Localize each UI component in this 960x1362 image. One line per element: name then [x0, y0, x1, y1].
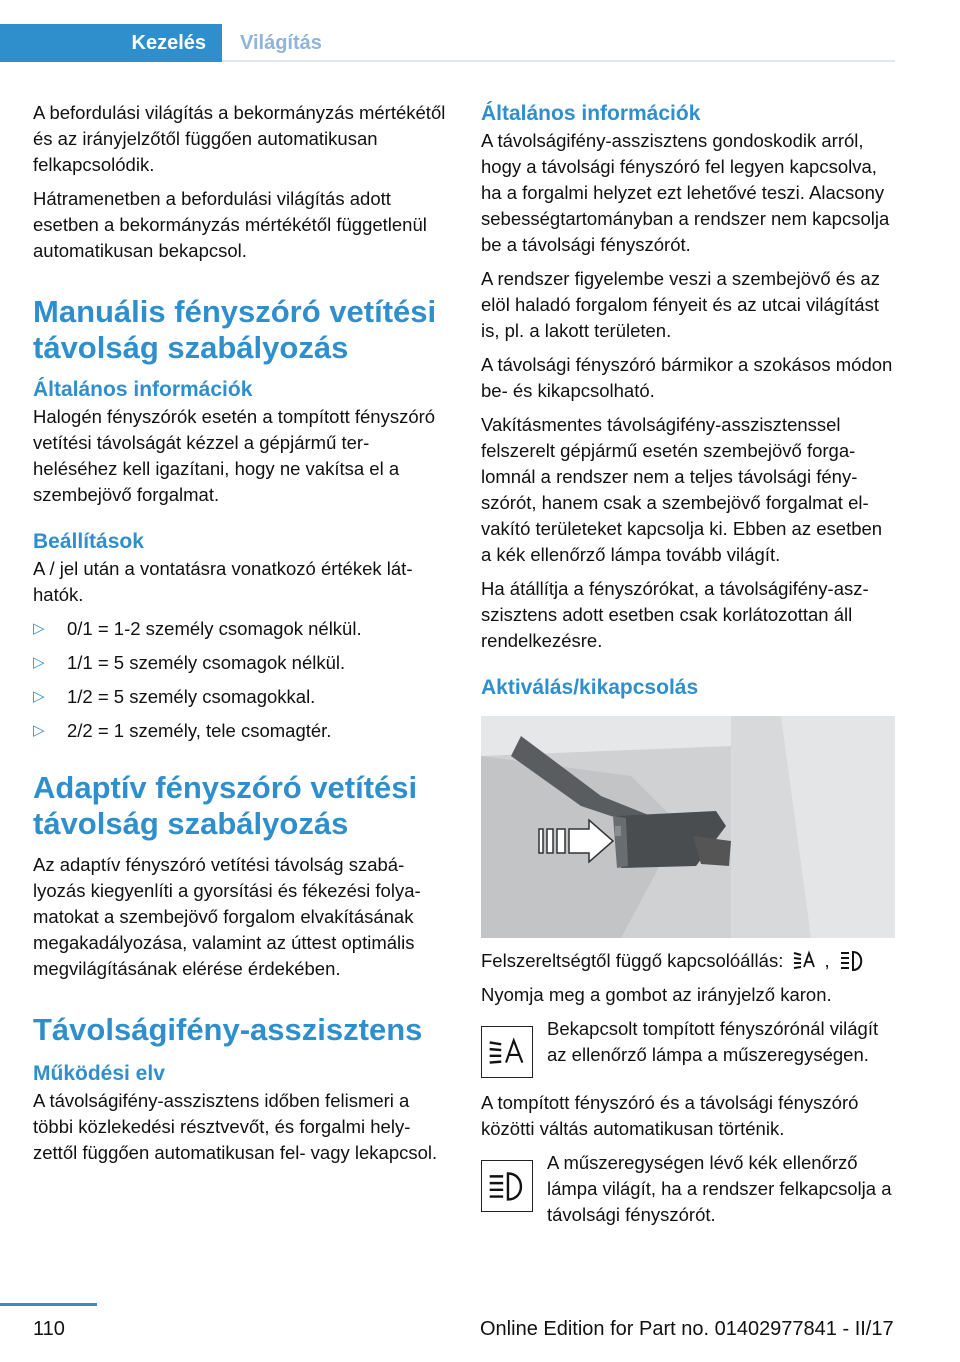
- paragraph: Felszereltségtől függő kapcsolóállás: ,: [481, 948, 897, 974]
- triangle-bullet-icon: ▷: [33, 654, 45, 671]
- footer-rule: [0, 1303, 97, 1306]
- list-item: ▷ 0/1 = 1-2 személy csomagok nélkül.: [33, 616, 447, 642]
- page-number: 110: [33, 1318, 65, 1340]
- turn-signal-lever-photo: [481, 716, 895, 938]
- paragraph: A rendszer figyelembe veszi a szembejövő és az elöl haladó forgalom fényeit és az utcai világítást is, pl. a lakott területen.: [481, 268, 880, 341]
- edition-footer: Online Edition for Part no. 01402977841 - II/17: [480, 1318, 894, 1340]
- heading-general-info: Általános információk: [481, 102, 701, 125]
- indicator-row-high-beam: A műszeregységen lévő kék ellenőrző lámpa világít, ha a rendszer felkapcsolja a távolsági fényszórót.: [481, 1150, 897, 1228]
- paragraph: Nyomja meg a gombot az irányjelző karon.: [481, 984, 832, 1005]
- heading-settings: Beállítások: [33, 530, 144, 553]
- triangle-bullet-icon: ▷: [33, 620, 45, 637]
- right-column: [481, 100, 897, 1236]
- list-item: ▷ 1/1 = 5 személy csomagok nélkül.: [33, 650, 447, 676]
- tab-vilagitas: Világítás: [240, 32, 322, 54]
- paragraph: A / jel után a vontatásra vonatkozó értékek láthatók.: [33, 558, 413, 605]
- paragraph: Ha átállítja a fényszórókat, a távolságifény-aszszisztens adott esetben csak korlátozottan áll rendelkezésre.: [481, 578, 869, 651]
- high-beam-icon: [839, 949, 867, 973]
- heading-general-info: Általános információk: [33, 378, 253, 401]
- triangle-bullet-icon: ▷: [33, 722, 45, 739]
- page-header: [0, 24, 895, 62]
- settings-list: [33, 616, 447, 744]
- paragraph: A távolságifény-asszisztens időben felismeri a többi közlekedési résztvevőt, és forgalmi helyzettől függően automatikusan fel- vagy lekapcsol.: [33, 1090, 438, 1163]
- heading-adaptive-range: Adaptív fényszóró vetítési távolság szabályozás: [33, 770, 418, 841]
- indicator-row-assistant: Bekapcsolt tompított fényszórónál világít az ellenőrző lámpa a műszeregységen.: [481, 1016, 897, 1082]
- paragraph: A távolsági fényszóró bármikor a szokásos módon be- és kikapcsolható.: [481, 354, 893, 401]
- heading-activation: Aktiválás/kikapcsolás: [481, 676, 699, 699]
- paragraph: Vakításmentes távolságifény-asszisztenssel felszerelt gépjármű esetén szembejövő forgalomnál a rendszer nem a teljes távolsági fényszórót, hanem csak a szembejövő forgalmat elvakító területeket kapcsolja ki. Ebben az esetben a kék ellenőrző lámpa tovább világít.: [481, 414, 883, 565]
- paragraph: Halogén fényszórók esetén a tompított fényszóró vetítési távolságát kézzel a gépjármű terheléséhez kell igazítani, hogy ne vakítsa el a szembejövő forgalmat.: [33, 406, 436, 505]
- paragraph: A tompított fényszóró és a távolsági fényszóró közötti váltás automatikusan történik.: [481, 1092, 859, 1139]
- paragraph: Az adaptív fényszóró vetítési távolság szabályozás kiegyenlíti a gyorsítási és fékezési folyamatokat a szembejövő forgalom elvakításának megakadályozása, valamint az úttest optimális megvilágításának elérése érdekében.: [33, 854, 421, 979]
- high-beam-assistant-icon: [792, 949, 820, 973]
- heading-high-beam-assistant: Távolságifény-asszisztens: [33, 1012, 423, 1047]
- list-item: ▷ 2/2 = 1 személy, tele csomagtér.: [33, 718, 447, 744]
- paragraph: A befordulási világítás a bekormányzás mértékétől és az irányjelzőtől függően automatikusan felkapcsolódik.: [33, 102, 446, 175]
- list-item: ▷ 1/2 = 5 személy csomagokkal.: [33, 684, 447, 710]
- high-beam-indicator-icon: [481, 1160, 533, 1212]
- paragraph: Hátramenetben a befordulási világítás adott esetben a bekormányzás mértékétől függetlenül automatikusan bekapcsol.: [33, 188, 427, 261]
- tab-kezeles: Kezelés: [0, 24, 222, 62]
- heading-manual-range: Manuális fényszóró vetítési távolság szabályozás: [33, 294, 437, 365]
- paragraph: A távolságifény-asszisztens gondoskodik arról, hogy a távolsági fényszóró fel legyen kapcsolva, ha a forgalmi helyzet ezt lehetővé teszi. Alacsony sebességtartományban a rendszer nem kapcsolja be a távolsági fényszórót.: [481, 130, 890, 255]
- triangle-bullet-icon: ▷: [33, 688, 45, 705]
- left-column: [33, 100, 447, 1174]
- high-beam-assistant-indicator-icon: [481, 1026, 533, 1078]
- heading-principle: Működési elv: [33, 1062, 165, 1085]
